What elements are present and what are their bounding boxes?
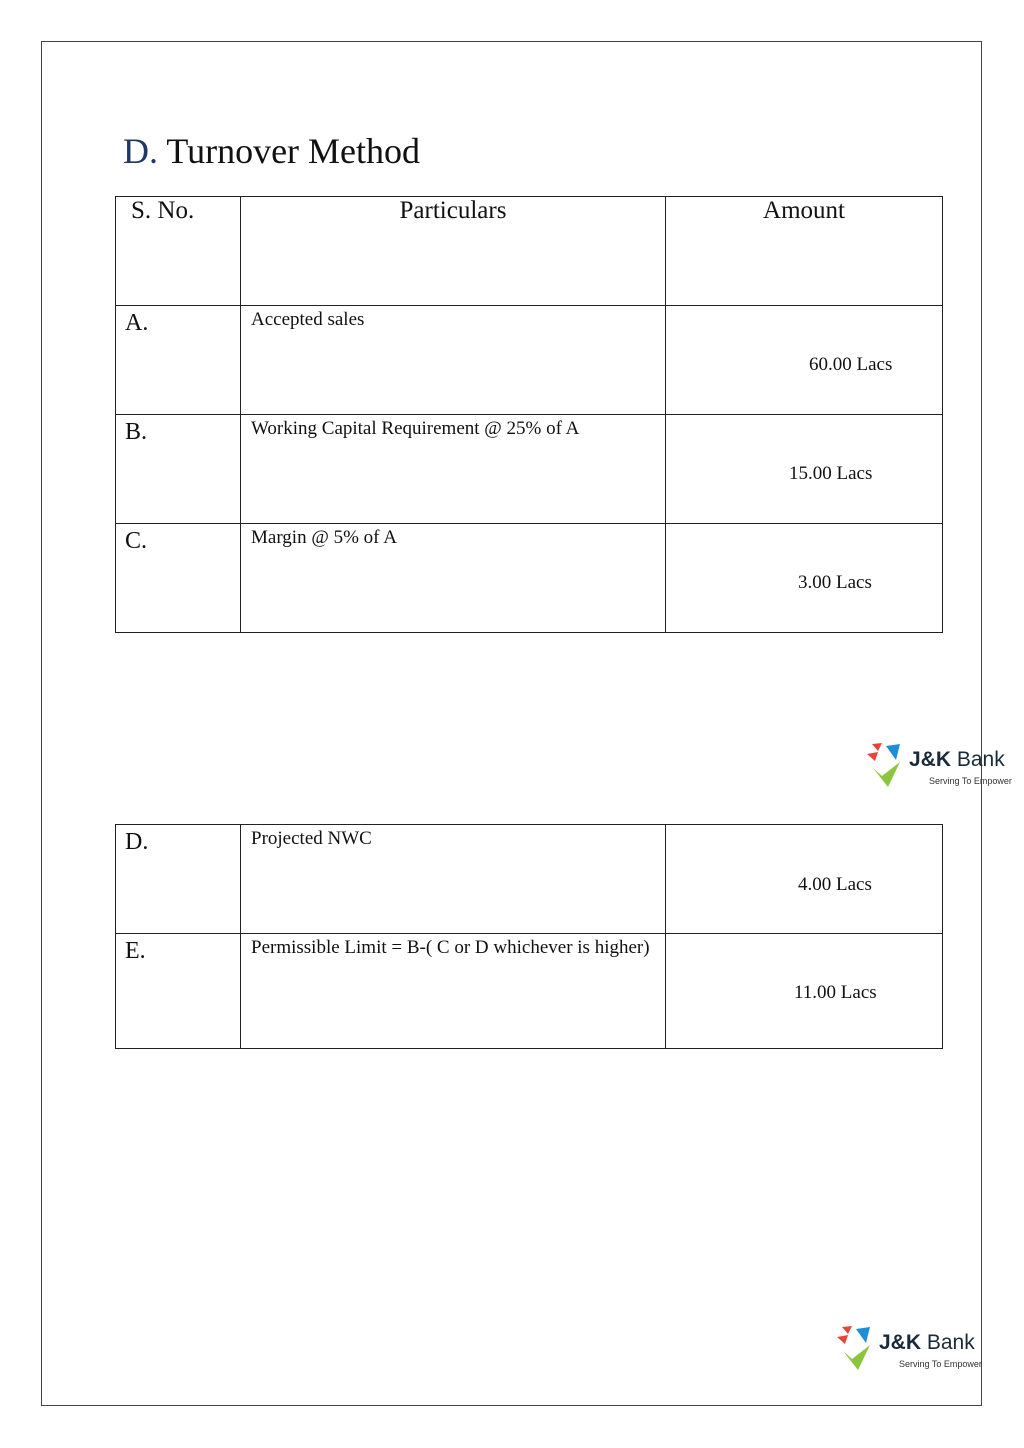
turnover-table — [115, 196, 943, 633]
jk-bank-logo-mark — [836, 1325, 880, 1371]
row-amount-cell — [666, 306, 943, 415]
row-particulars: Permissible Limit = B-( C or D whichever is higher) — [241, 934, 666, 1049]
row-amount-cell — [666, 415, 943, 524]
row-amount-cell — [666, 934, 943, 1049]
row-amount: 11.00 Lacs — [794, 982, 877, 1003]
row-amount-cell — [666, 825, 943, 934]
logo-tagline: Serving To Empower — [929, 776, 1012, 786]
row-particulars: Projected NWC — [241, 825, 666, 934]
section-title: Turnover Method — [166, 131, 421, 171]
table-row — [116, 825, 943, 934]
table-row — [116, 415, 943, 524]
logo-tagline: Serving To Empower — [899, 1359, 982, 1369]
jk-bank-logo-mark — [866, 742, 910, 788]
row-sno: A. — [116, 306, 241, 415]
table-row — [116, 306, 943, 415]
row-particulars: Accepted sales — [241, 306, 666, 415]
row-amount: 15.00 Lacs — [789, 463, 873, 484]
jk-bank-logo-footer — [836, 1325, 986, 1381]
row-amount: 60.00 Lacs — [809, 354, 893, 375]
row-amount-cell — [666, 524, 943, 633]
row-amount: 4.00 Lacs — [798, 874, 872, 895]
section-letter: D. — [123, 131, 158, 171]
row-particulars: Working Capital Requirement @ 25% of A — [241, 415, 666, 524]
turnover-table-continued — [115, 824, 943, 1049]
jk-bank-logo — [866, 742, 1016, 798]
table-row — [116, 934, 943, 1049]
logo-brand: J&K Bank — [879, 1331, 975, 1354]
logo-brand: J&K Bank — [909, 748, 1005, 771]
row-sno: B. — [116, 415, 241, 524]
table-header-row — [116, 197, 943, 306]
row-sno: E. — [116, 934, 241, 1049]
section-heading — [123, 128, 420, 174]
header-particulars: Particulars — [241, 197, 666, 306]
row-particulars: Margin @ 5% of A — [241, 524, 666, 633]
header-sno: S. No. — [116, 197, 241, 306]
table-row — [116, 524, 943, 633]
header-amount: Amount — [666, 197, 943, 306]
row-amount: 3.00 Lacs — [798, 572, 872, 593]
row-sno: C. — [116, 524, 241, 633]
row-sno: D. — [116, 825, 241, 934]
